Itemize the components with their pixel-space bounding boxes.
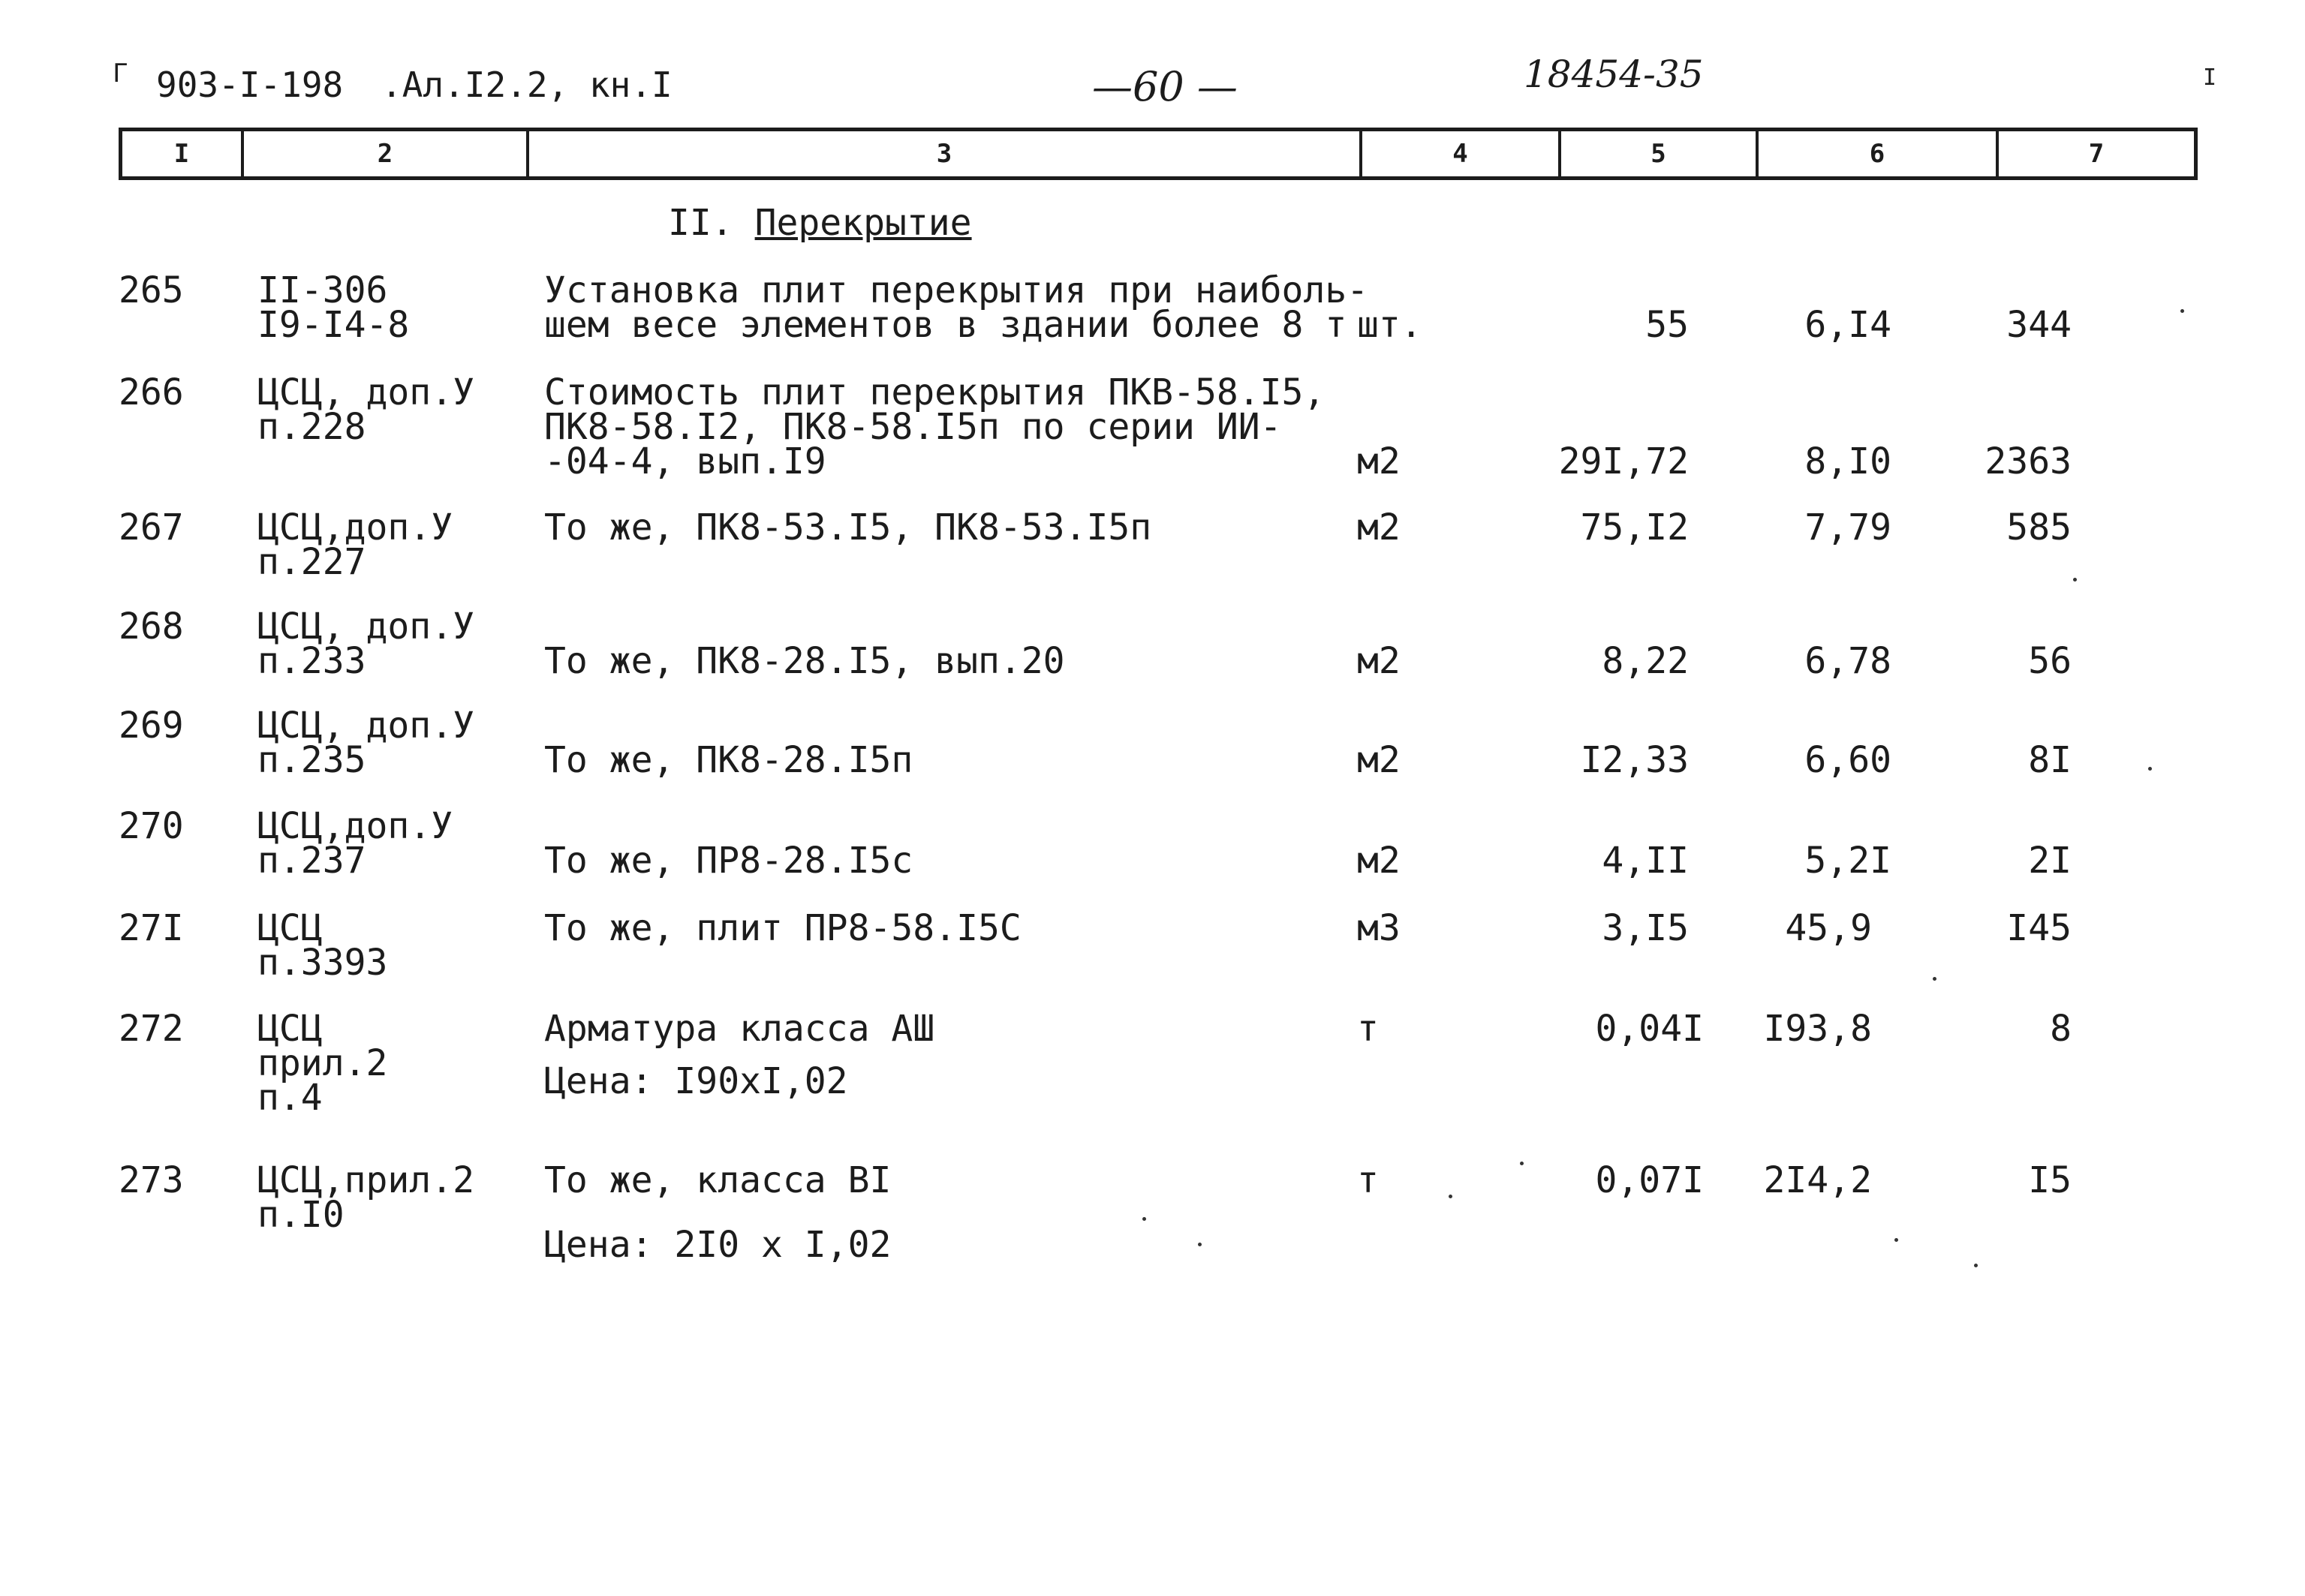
quantity-cell: 0,04I <box>1595 1008 1704 1050</box>
quantity-cell: 55 <box>1645 304 1689 346</box>
description-line: То же, ПР8-28.I5с <box>544 840 913 882</box>
section-number: II. <box>668 202 755 244</box>
total-cell: 56 <box>2028 640 2072 682</box>
description-line: То же, ПК8-28.I5, вып.20 <box>544 640 1065 682</box>
column-number-5: 5 <box>1561 131 1759 176</box>
quantity-cell: 4,II <box>1602 840 1689 882</box>
price-formula-note: Цена: 2I0 х I,02 <box>544 1224 892 1266</box>
rate-code-line: п.3393 <box>257 942 388 984</box>
rate-code-line: ЦСЦ, доп.У <box>257 705 474 747</box>
margin-mark: I <box>2203 65 2217 91</box>
scan-speck <box>1198 1243 1202 1246</box>
quantity-cell: 29I,72 <box>1558 440 1689 482</box>
scan-speck <box>1449 1195 1452 1198</box>
unit-cell: м3 <box>1357 907 1401 949</box>
unit-price-cell: 2I4,2 <box>1763 1159 1872 1201</box>
rate-code-line: ЦСЦ, доп.У <box>257 606 474 648</box>
total-cell: 8I <box>2028 739 2072 781</box>
unit-cell: шт. <box>1357 304 1422 346</box>
rate-code-line: ЦСЦ <box>257 907 323 949</box>
album-reference: .Ал.I2.2, кн.I <box>381 65 673 105</box>
row-number: 269 <box>119 705 184 747</box>
description-line: шем весе элементов в здании более 8 т <box>544 304 1347 346</box>
rate-code-line: п.235 <box>257 739 366 781</box>
row-number: 268 <box>119 606 184 648</box>
rate-code-line: п.227 <box>257 541 366 583</box>
description-line: ПК8-58.I2, ПК8-58.I5п по серии ИИ- <box>544 406 1282 448</box>
column-number-6: 6 <box>1759 131 1999 176</box>
corner-mark: Г <box>113 59 128 89</box>
archive-number: 18454-35 <box>1524 53 1704 96</box>
scan-speck <box>2148 767 2152 771</box>
unit-price-cell: 6,I4 <box>1804 304 1891 346</box>
column-number-1: I <box>122 131 244 176</box>
column-number-3: 3 <box>529 131 1362 176</box>
rate-code-line: п.233 <box>257 640 366 682</box>
rate-code-line: п.I0 <box>257 1194 345 1236</box>
unit-price-cell: 6,60 <box>1804 739 1891 781</box>
column-number-2: 2 <box>244 131 529 176</box>
rate-code-line: п.4 <box>257 1077 323 1119</box>
scan-speck <box>1974 1264 1978 1267</box>
unit-price-cell: I93,8 <box>1763 1008 1872 1050</box>
total-cell: 344 <box>2006 304 2072 346</box>
unit-cell: м2 <box>1357 640 1401 682</box>
column-number-4: 4 <box>1362 131 1561 176</box>
rate-code-line: п.228 <box>257 406 366 448</box>
total-cell: 8 <box>2050 1008 2072 1050</box>
row-number: 270 <box>119 805 184 847</box>
price-formula-note: Цена: I90хI,02 <box>544 1060 848 1102</box>
total-cell: 2I <box>2028 840 2072 882</box>
column-number-7: 7 <box>2088 139 2105 169</box>
quantity-cell: 75,I2 <box>1580 506 1689 549</box>
rate-code-line: прил.2 <box>257 1042 388 1084</box>
scan-speck <box>1142 1217 1146 1221</box>
scan-speck <box>1520 1162 1524 1165</box>
row-number: 265 <box>119 269 184 311</box>
quantity-cell: 3,I5 <box>1602 907 1689 949</box>
unit-cell: м2 <box>1357 506 1401 549</box>
document-code: 903-I-198 <box>156 65 344 105</box>
rate-code-line: ЦСЦ, доп.У <box>257 371 474 413</box>
table-column-numbers <box>119 128 2198 180</box>
scan-speck <box>2180 309 2184 313</box>
rate-code-line: II-306 <box>257 269 388 311</box>
unit-cell: т <box>1357 1008 1379 1050</box>
total-cell: 2363 <box>1985 440 2072 482</box>
rate-code-line: ЦСЦ,доп.У <box>257 506 453 549</box>
total-cell: 585 <box>2006 506 2072 549</box>
quantity-cell: 0,07I <box>1595 1159 1704 1201</box>
scan-speck <box>2073 578 2077 582</box>
description-line: Арматура класса АШ <box>544 1008 935 1050</box>
scan-speck <box>1933 977 1936 981</box>
total-cell: I45 <box>2006 907 2072 949</box>
unit-price-cell: 7,79 <box>1804 506 1891 549</box>
section-title <box>668 202 972 244</box>
description-line: То же, ПК8-53.I5, ПК8-53.I5п <box>544 506 1152 549</box>
unit-cell: м2 <box>1357 840 1401 882</box>
row-number: 266 <box>119 371 184 413</box>
section-name: Перекрытие <box>754 202 972 244</box>
unit-price-cell: 8,I0 <box>1804 440 1891 482</box>
unit-price-cell: 45,9 <box>1785 907 1872 949</box>
row-number: 273 <box>119 1159 184 1201</box>
description-line: -04-4, вып.I9 <box>544 440 826 482</box>
description-line: То же, плит ПР8-58.I5С <box>544 907 1022 949</box>
unit-price-cell: 6,78 <box>1804 640 1891 682</box>
unit-cell: м2 <box>1357 440 1401 482</box>
unit-cell: м2 <box>1357 739 1401 781</box>
quantity-cell: 8,22 <box>1602 640 1689 682</box>
rate-code-line: I9-I4-8 <box>257 304 410 346</box>
description-line: То же, ПК8-28.I5п <box>544 739 913 781</box>
total-cell: I5 <box>2028 1159 2072 1201</box>
rate-code-line: ЦСЦ <box>257 1008 323 1050</box>
row-number: 272 <box>119 1008 184 1050</box>
description-line: Стоимость плит перекрытия ПКВ-58.I5, <box>544 371 1326 413</box>
unit-price-cell: 5,2I <box>1804 840 1891 882</box>
row-number: 267 <box>119 506 184 549</box>
description-line: Установка плит перекрытия при наиболь- <box>544 269 1369 311</box>
scan-speck <box>1894 1238 1898 1242</box>
unit-cell: т <box>1357 1159 1379 1201</box>
rate-code-line: ЦСЦ,прил.2 <box>257 1159 474 1201</box>
rate-code-line: ЦСЦ,доп.У <box>257 805 453 847</box>
quantity-cell: I2,33 <box>1580 739 1689 781</box>
page-number: —60 — <box>1092 63 1238 110</box>
description-line: То же, класса ВI <box>544 1159 892 1201</box>
row-number: 27I <box>119 907 184 949</box>
rate-code-line: п.237 <box>257 840 366 882</box>
